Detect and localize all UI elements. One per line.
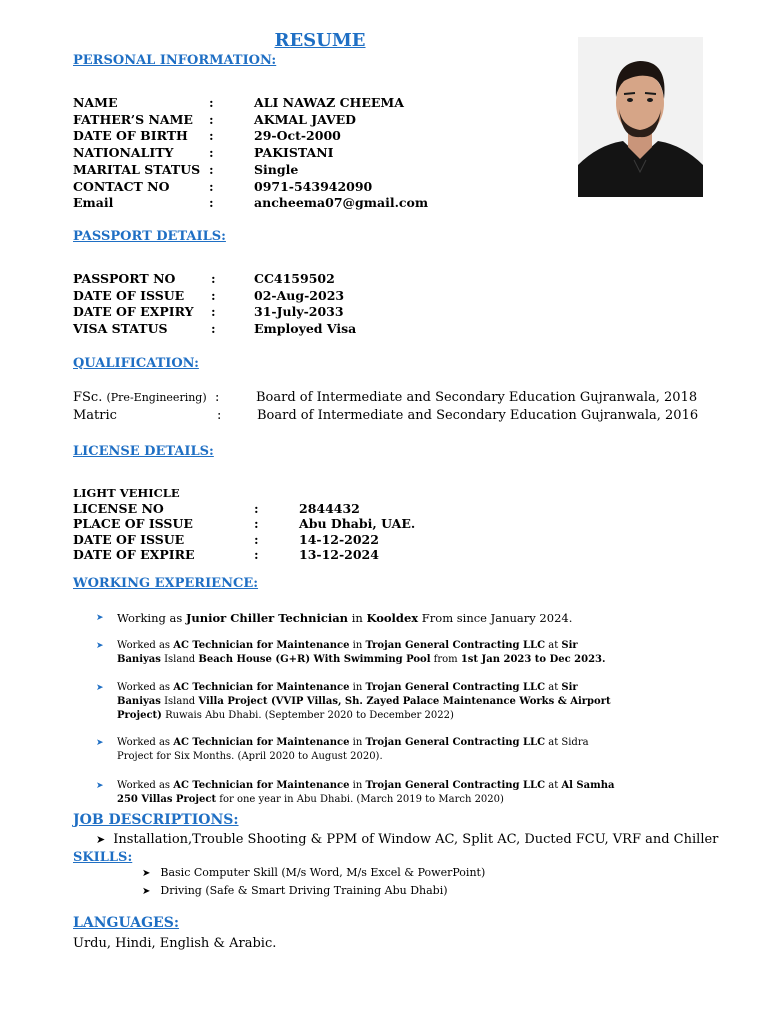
separator: :	[209, 195, 214, 211]
passport-label: DATE OF ISSUE	[73, 287, 185, 303]
experience-segment: Working as	[117, 611, 186, 625]
experience-item	[96, 611, 636, 625]
experience-segment: Trojan General Contracting LLC	[365, 737, 546, 748]
separator: :	[254, 531, 259, 547]
separator: :	[254, 501, 259, 516]
experience-text	[117, 681, 616, 723]
experience-item	[96, 779, 616, 807]
personal-value: 29-Oct-2000	[254, 128, 341, 144]
experience-segment: Junior Chiller Technician	[185, 611, 349, 625]
license-label: DATE OF EXPIRE	[73, 546, 195, 562]
experience-segment: Island	[160, 696, 199, 707]
experience-segment: Worked as	[117, 780, 174, 791]
passport-value: 02-Aug-2023	[254, 287, 345, 303]
personal-label: MARITAL STATUS	[73, 161, 201, 177]
qualification-label	[73, 407, 117, 425]
separator: :	[215, 390, 220, 405]
separator: :	[211, 304, 216, 320]
separator: :	[209, 145, 214, 161]
personal-label: Email	[73, 195, 114, 211]
experience-segment: in	[349, 737, 366, 748]
separator: :	[209, 95, 214, 110]
license-heading: LICENSE DETAILS:	[73, 444, 214, 459]
experience-segment: at	[545, 682, 562, 693]
skill-item	[142, 884, 448, 899]
separator: :	[209, 161, 214, 177]
experience-item	[96, 639, 616, 667]
passport-heading: PASSPORT DETAILS:	[73, 229, 226, 244]
personal-value: PAKISTANI	[254, 145, 334, 161]
separator: :	[209, 178, 214, 194]
experience-segment: at Sidra Project for Six Months. (April 2020 to August 2020).	[117, 737, 589, 762]
experience-segment: From since January 2024.	[418, 611, 573, 625]
experience-segment: Sir Baniyas	[117, 640, 578, 665]
personal-value: ALI NAWAZ CHEEMA	[254, 95, 404, 110]
arrow-bullet-icon: ➤	[96, 641, 104, 651]
experience-segment: Worked as	[117, 640, 174, 651]
license-value: 14-12-2022	[299, 531, 379, 547]
skills-heading: SKILLS:	[73, 850, 133, 865]
personal-info-heading: PERSONAL INFORMATION:	[73, 53, 277, 68]
experience-segment: at	[545, 640, 562, 651]
separator: :	[211, 271, 216, 286]
experience-segment: in	[349, 682, 366, 693]
experience-segment: Worked as	[117, 682, 174, 693]
experience-segment: Ruwais Abu Dhabi. (September 2020 to December 2022)	[161, 710, 454, 721]
separator: :	[211, 321, 216, 337]
personal-value: 0971-543942090	[254, 178, 373, 194]
license-label: PLACE OF ISSUE	[73, 516, 193, 532]
passport-value: CC4159502	[254, 271, 335, 286]
passport-value: Employed Visa	[254, 321, 357, 337]
license-label: DATE OF ISSUE	[73, 531, 185, 547]
personal-value: AKMAL JAVED	[254, 111, 357, 127]
experience-segment: for one year in Abu Dhabi. (March 2019 to March 2020)	[216, 794, 504, 805]
passport-label: VISA STATUS	[73, 321, 168, 337]
license-value: 13-12-2024	[299, 546, 379, 562]
arrow-bullet-icon: ➤	[96, 738, 104, 748]
experience-segment: AC Technician for Maintenance	[173, 640, 350, 651]
separator: :	[217, 408, 222, 423]
experience-segment: at	[545, 780, 562, 791]
resume-title: RESUME	[274, 30, 366, 51]
experience-segment: Trojan General Contracting LLC	[365, 682, 546, 693]
qualification-board: Board of Intermediate and Secondary Education Gujranwala, 2018	[256, 390, 698, 405]
experience-segment: in	[349, 780, 366, 791]
experience-segment: Island	[160, 654, 199, 665]
experience-segment: Al Samha 250 Villas Project	[117, 780, 615, 805]
qualification-degree: FSc.	[73, 390, 103, 405]
arrow-bullet-icon: ➤	[96, 613, 104, 623]
languages-text: Urdu, Hindi, English & Arabic.	[73, 936, 277, 951]
personal-value: ancheema07@gmail.com	[254, 195, 429, 211]
license-value: Abu Dhabi, UAE.	[299, 516, 416, 532]
arrow-bullet-icon: ➤	[96, 781, 104, 791]
personal-value: Single	[254, 161, 299, 177]
languages-heading: LANGUAGES:	[73, 915, 180, 931]
qualification-degree: Matric	[73, 408, 117, 423]
separator: :	[209, 128, 214, 144]
experience-segment: Beach House (G+R) With Swimming Pool	[198, 654, 431, 665]
skill-item	[142, 866, 485, 881]
experience-text	[117, 611, 636, 625]
experience-segment: AC Technician for Maintenance	[173, 780, 350, 791]
experience-segment: Trojan General Contracting LLC	[365, 780, 546, 791]
experience-segment: in	[348, 611, 367, 625]
profile-photo	[578, 37, 703, 197]
passport-value: 31-July-2033	[254, 304, 344, 320]
job-heading: JOB DESCRIPTIONS:	[73, 812, 239, 828]
personal-label: DATE OF BIRTH	[73, 128, 188, 144]
experience-segment: Worked as	[117, 737, 174, 748]
skill-text: Driving (Safe & Smart Driving Training Abu Dhabi)	[160, 884, 448, 897]
experience-segment: AC Technician for Maintenance	[173, 737, 350, 748]
arrow-bullet-icon: ➤	[96, 683, 104, 693]
personal-label: NAME	[73, 95, 118, 110]
experience-segment: Trojan General Contracting LLC	[365, 640, 546, 651]
qualification-group: (Pre-Engineering)	[106, 391, 207, 404]
experience-item	[96, 681, 616, 723]
experience-heading: WORKING EXPERIENCE:	[73, 576, 259, 591]
separator: :	[211, 287, 216, 303]
license-value: 2844432	[299, 501, 360, 516]
separator: :	[254, 546, 259, 562]
qualification-heading: QUALIFICATION:	[73, 356, 199, 371]
qualification-label	[73, 389, 207, 407]
passport-label: DATE OF EXPIRY	[73, 304, 194, 320]
experience-item	[96, 736, 616, 764]
personal-label: NATIONALITY	[73, 145, 174, 161]
arrow-bullet-icon: ➤	[96, 833, 106, 846]
separator: :	[209, 111, 214, 127]
experience-segment: Sir Baniyas	[117, 682, 578, 707]
experience-segment: in	[349, 640, 366, 651]
experience-text	[117, 639, 616, 667]
arrow-bullet-icon: ➤	[142, 868, 151, 879]
license-label: LICENSE NO	[73, 501, 164, 516]
passport-label: PASSPORT NO	[73, 271, 176, 286]
experience-text	[117, 779, 616, 807]
separator: :	[254, 516, 259, 532]
skill-text: Basic Computer Skill (M/s Word, M/s Excel & PowerPoint)	[160, 866, 486, 879]
experience-text	[117, 736, 616, 764]
experience-segment: AC Technician for Maintenance	[173, 682, 350, 693]
personal-label: CONTACT NO	[73, 178, 170, 194]
experience-segment: Kooldex	[366, 611, 419, 625]
experience-segment: from	[430, 654, 461, 665]
job-description: ➤ Installation,Trouble Shooting & PPM of Window AC, Split AC, Ducted FCU, VRF and Chiller	[96, 832, 719, 847]
qualification-board: Board of Intermediate and Secondary Education Gujranwala, 2016	[257, 408, 699, 423]
arrow-bullet-icon: ➤	[142, 886, 151, 897]
experience-segment: Villa Project (VVIP Villas, Sh. Zayed Palace Maintenance Works & Airport Project)	[117, 696, 611, 721]
personal-label: FATHER’S NAME	[73, 111, 193, 127]
experience-segment: 1st Jan 2023 to Dec 2023.	[460, 654, 606, 665]
